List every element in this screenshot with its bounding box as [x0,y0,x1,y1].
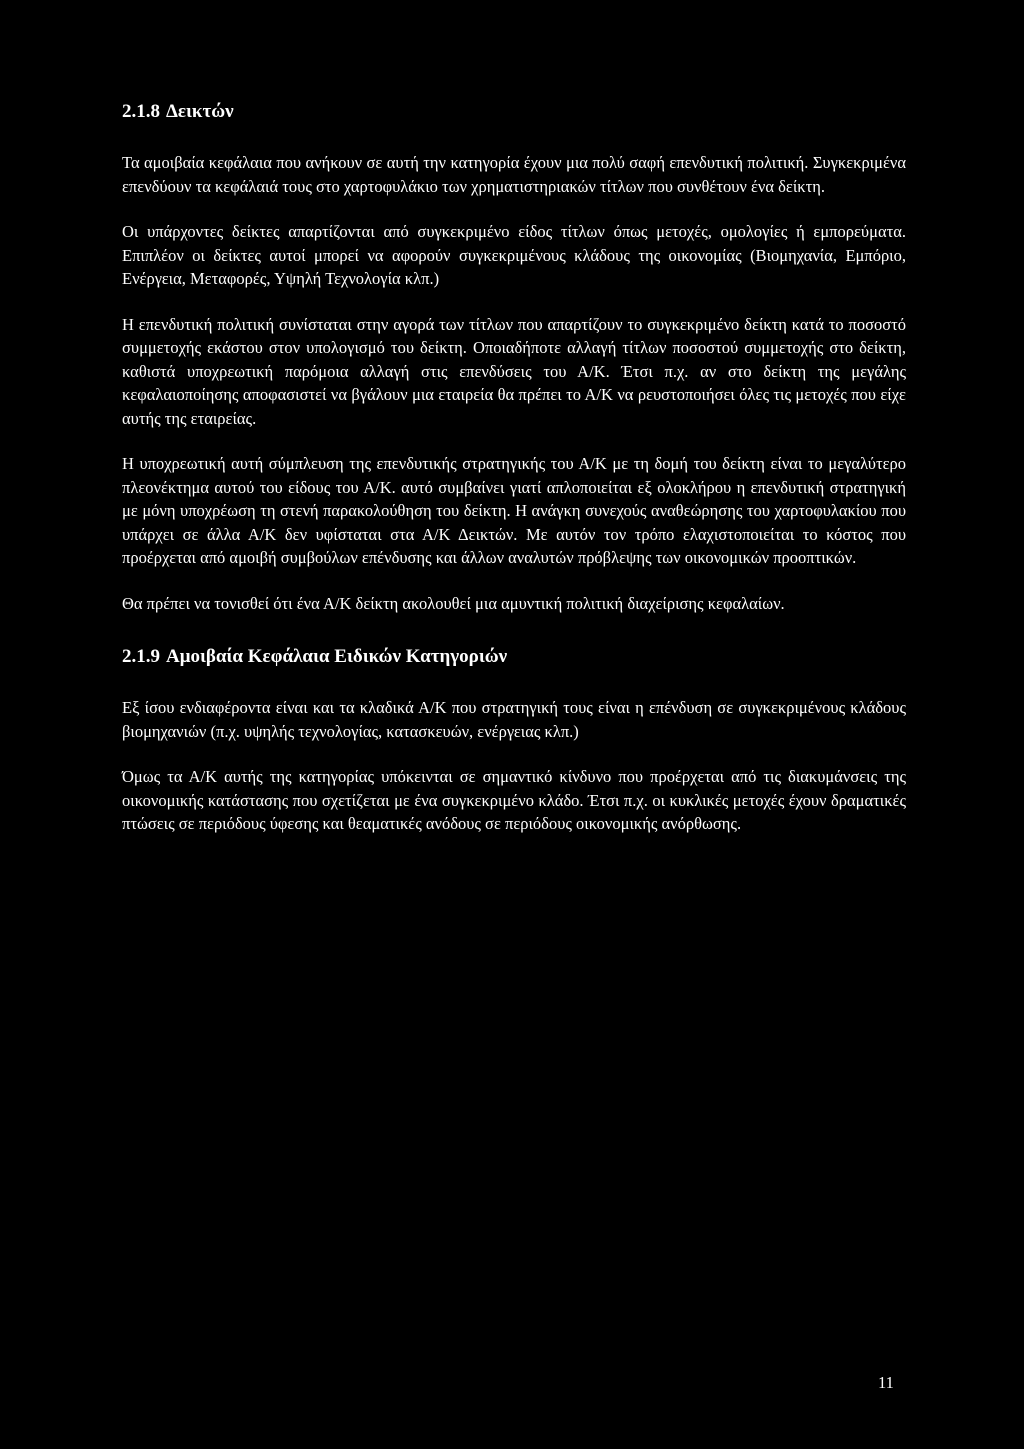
paragraph: Όμως τα Α/Κ αυτής της κατηγορίας υπόκεινται σε σημαντικό κίνδυνο που προέρχεται από τις διακυμάνσεις της οικονομικής κατάστασης που σχετίζεται με ένα συγκεκριμένο κλάδο. Έτσι π.χ. οι κυκλικές μετοχές έχουν δραματικές πτώσεις σε περιόδους ύφεσης και θεαματικές ανόδους σε περιόδους οικονομικής ανόρθωσης. [122,767,906,833]
paragraph: Η επενδυτική πολιτική συνίσταται στην αγορά των τίτλων που απαρτίζουν το συγκεκριμένο δείκτη κατά το ποσοστό συμμετοχής εκάστου στον υπολογισμό του δείκτη. Οποιαδήποτε αλλαγή τίτλων ποσοστού συμμετοχής στο δείκτη, καθιστά υποχρεωτική παρόμοια αλλαγή στις επενδύσεις του Α/Κ. Έτσι π.χ. αν στο δείκτη της μεγάλης κεφαλαιοποίησης αποφασιστεί να βγάλουν μια εταιρεία θα πρέπει το Α/Κ να ρευστοποιήσει όλες τις μετοχές που είχε αυτής της εταιρείας. [122,314,906,428]
section-heading-special-categories [122,645,906,669]
page-number: 11 [878,1373,894,1392]
paragraph: Εξ ίσου ενδιαφέροντα είναι και τα κλαδικά Α/Κ που στρατηγική τους είναι η επένδυση σε συγκεκριμένους κλάδους βιομηχανιών (π.χ. υψηλής τεχνολογίας, κατασκευών, ενέργειας κλπ.) [122,698,906,741]
paragraph: Τα αμοιβαία κεφάλαια που ανήκουν σε αυτή την κατηγορία έχουν μια πολύ σαφή επενδυτική πολιτική. Συγκεκριμένα επενδύουν τα κεφάλαιά τους στο χαρτοφυλάκιο των χρηματιστηριακών τίτλων που συνθέτουν ένα δείκτη. [122,153,906,196]
paragraph: Οι υπάρχοντες δείκτες απαρτίζονται από συγκεκριμένο είδος τίτλων όπως μετοχές, ομολογίες ή εμπορεύματα. Επιπλέον οι δείκτες αυτοί μπορεί να αφορούν συγκεκριμένους κλάδους της οικονομίας (Βιομηχανία, Εμπόριο, Ενέργεια, Μεταφορές, Υψηλή Τεχνολογία κλπ.) [122,222,906,288]
paragraph: Η υποχρεωτική αυτή σύμπλευση της επενδυτικής στρατηγικής του Α/Κ με τη δομή του δείκτη είναι το μεγαλύτερο πλεονέκτημα αυτού του είδους του Α/Κ. αυτό συμβαίνει γιατί απλοποιείται εξ ολοκλήρου η επενδυτική στρατηγική με μόνη υποχρέωση τη στενή παρακολούθηση του δείκτη. Η ανάγκη συνεχούς αναθεώρησης του χαρτοφυλακίου που υπάρχει σε άλλα Α/Κ δεν υφίσταται στα Α/Κ Δεικτών. Με αυτόν τον τρόπο ελαχιστοποιείται το κόστος που προέρχεται από αμοιβή συμβούλων επένδυσης και άλλων αναλυτών πρόβλεψης των οικονομικών προοπτικών. [122,454,906,567]
section-title: Αμοιβαία Κεφάλαια Ειδικών Κατηγοριών [166,646,508,667]
paragraph: Θα πρέπει να τονισθεί ότι ένα Α/Κ δείκτη ακολουθεί μια αμυντική πολιτική διαχείρισης κεφαλαίων. [122,593,785,613]
section-number: 2.1.9 [122,646,160,667]
page-content [122,100,906,836]
section-number: 2.1.8 [122,101,160,122]
section-heading-indices [122,100,906,124]
section-title: Δεικτών [166,101,234,122]
